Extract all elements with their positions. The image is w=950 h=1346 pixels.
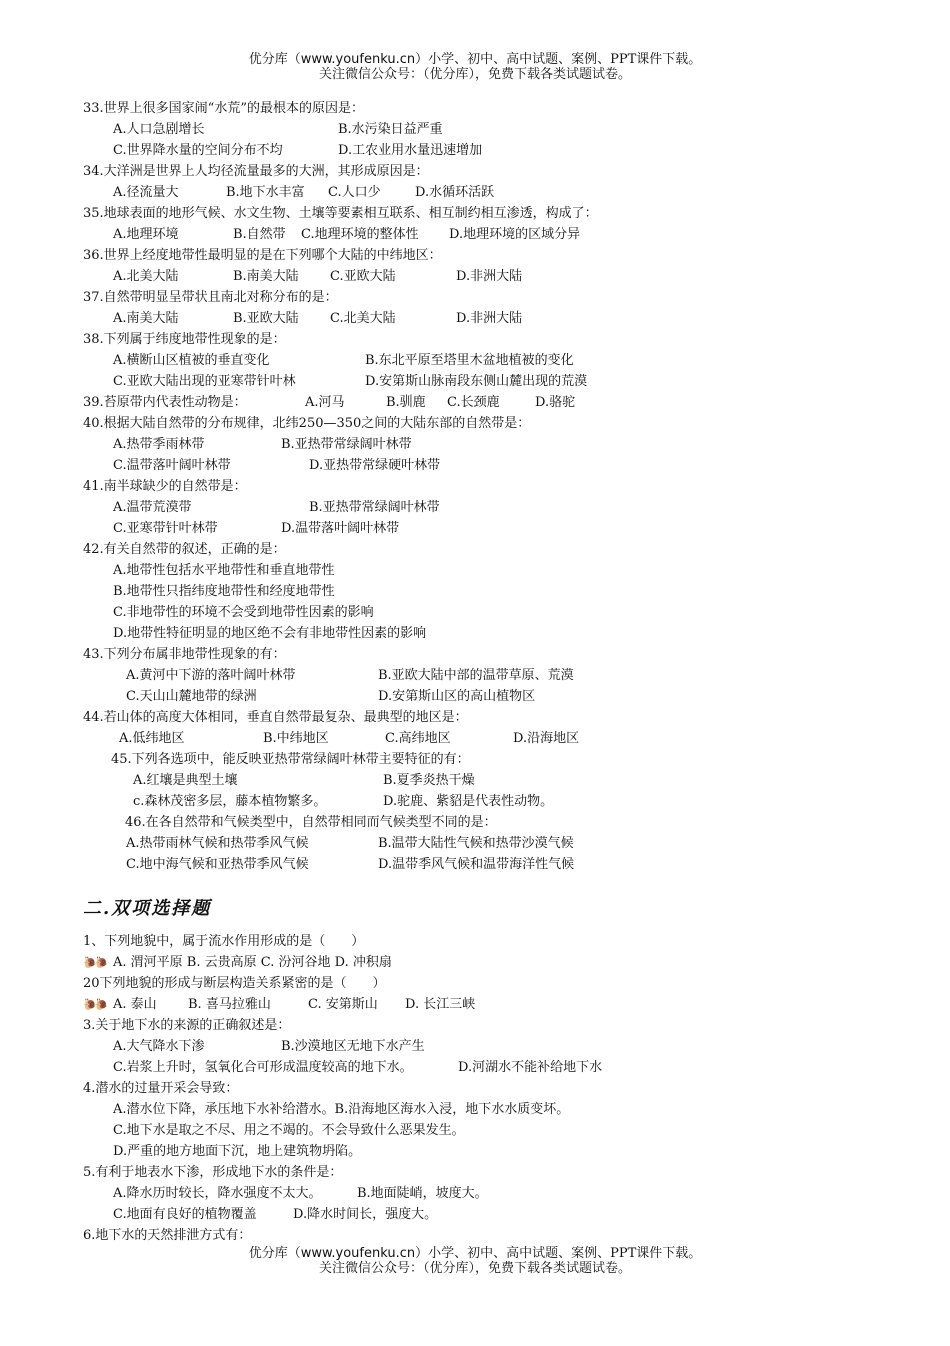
option-text: C.高纬地区 [385, 731, 451, 746]
option-text: D.地带性特征明显的地区绝不会有非地带性因素的影响 [113, 626, 427, 641]
option-text: B.沙漠地区无地下水产生 [281, 1039, 425, 1054]
question-row [83, 931, 933, 952]
option-text: C.地下水是取之不尽、用之不竭的。不会导致什么恶果发生。 [113, 1123, 465, 1138]
question-row [83, 245, 933, 266]
option-text: D.河湖水不能补给地下水 [458, 1060, 603, 1075]
option-text: A.河马 [305, 395, 345, 410]
page-header [0, 52, 950, 82]
option-text: C.亚寒带针叶林带 [113, 521, 218, 536]
option-row [83, 770, 933, 791]
option-text: B.温带大陆性气候和热带沙漠气候 [378, 836, 574, 851]
option-text: D.水循环活跃 [415, 185, 495, 200]
option-row [83, 560, 933, 581]
option-text: D.工农业用水量迅速增加 [338, 143, 483, 158]
option-text: B.亚欧大陆 [233, 311, 299, 326]
question-text: 6.地下水的天然排泄方式有： [83, 1228, 252, 1243]
option-text: D.沿海地区 [513, 731, 580, 746]
question-text: 4.潜水的过量开采会导致： [83, 1081, 239, 1096]
option-text: D.非洲大陆 [456, 269, 523, 284]
option-row [83, 182, 933, 203]
option-text: D.非洲大陆 [456, 311, 523, 326]
option-text: C.长颈鹿 [447, 395, 500, 410]
option-text: C.地理环境的整体性 [301, 227, 419, 242]
question-text: 34.大洋洲是世界上人均径流量最多的大洲，其形成原因是： [83, 164, 429, 179]
option-text: B.地面陡峭，坡度大。 [357, 1186, 488, 1201]
option-row [83, 581, 933, 602]
header-url[interactable]: www.youfenku.cn [300, 52, 416, 67]
question-text: 3.关于地下水的来源的正确叙述是： [83, 1018, 291, 1033]
header-text-post: ）小学、初中、高中试题、案例、PPT课件下载。 [415, 52, 702, 67]
option-text: A.温带荒漠带 [113, 500, 192, 515]
question-row [83, 1225, 933, 1246]
option-text: B.地带性只指纬度地带性和经度地带性 [113, 584, 335, 599]
option-text: C.温带落叶阔叶林带 [113, 458, 231, 473]
option-row [83, 350, 933, 371]
option-text: A.南美大陆 [113, 311, 179, 326]
option-text: A.降水历时较长，降水强度不太大。 [113, 1186, 322, 1201]
option-row [83, 140, 933, 161]
option-text: A.径流量大 [113, 185, 179, 200]
option-text: C.非地带性的环境不会受到地带性因素的影响 [113, 605, 374, 620]
question-row [83, 644, 933, 665]
option-row [83, 623, 933, 644]
option-row [83, 1120, 933, 1141]
option-text: D. 长江三峡 [405, 997, 476, 1012]
option-text: D.降水时间长，强度大。 [293, 1207, 438, 1222]
footer-line-2: 关注微信公众号：（优分库），免费下载各类试题试卷。 [318, 1261, 631, 1276]
question-text: 33.世界上很多国家闹“水荒”的最根本的原因是： [83, 101, 364, 116]
option-row [83, 434, 933, 455]
option-text: A.人口急剧增长 [113, 122, 205, 137]
option-text: A.地带性包括水平地带性和垂直地带性 [113, 563, 335, 578]
question-row [83, 973, 933, 994]
option-row [83, 952, 933, 973]
option-text: C.天山山麓地带的绿洲 [126, 689, 257, 704]
double-choice-section [83, 931, 933, 1246]
question-row [83, 203, 933, 224]
header-line-2: 关注微信公众号：（优分库），免费下载各类试题试卷。 [318, 67, 631, 82]
question-row [83, 413, 933, 434]
question-text: 41.南半球缺少的自然带是： [83, 479, 247, 494]
option-row [83, 1057, 933, 1078]
option-text: B.亚热带常绿阔叶林带 [281, 437, 412, 452]
option-row [83, 602, 933, 623]
option-text: C.人口少 [328, 185, 381, 200]
option-row [83, 1141, 933, 1162]
footer-url[interactable]: www.youfenku.cn [300, 1246, 416, 1261]
option-text: A. 渭河平原 B. 云贵高原 C. 汾河谷地 D. 冲积扇 [113, 955, 392, 970]
option-row [83, 665, 933, 686]
question-row [83, 98, 933, 119]
option-text: A.热带季雨林带 [113, 437, 205, 452]
option-text: B.南美大陆 [233, 269, 299, 284]
option-text: B. 喜马拉雅山 [188, 997, 271, 1012]
option-row [83, 1183, 933, 1204]
snail-icon: 🐌🐌 [83, 956, 107, 969]
option-row [83, 1036, 933, 1057]
option-text: A.热带雨林气候和热带季风气候 [126, 836, 309, 851]
option-text: D.安第斯山区的高山植物区 [378, 689, 536, 704]
question-text: 38.下列属于纬度地带性现象的是： [83, 332, 286, 347]
footer-line-1 [0, 1246, 950, 1261]
header-line-1 [0, 52, 950, 67]
option-text: D.严重的地方地面下沉，地上建筑物坍陷。 [113, 1144, 362, 1159]
option-text: C.世界降水量的空间分布不均 [113, 143, 283, 158]
option-row [83, 308, 933, 329]
section-title-double-choice: 二.双项选择题 [83, 898, 212, 919]
option-row [83, 1204, 933, 1225]
question-row [83, 749, 933, 770]
option-text: B.驯鹿 [386, 395, 426, 410]
option-row [83, 455, 933, 476]
option-text: B.地下水丰富 [226, 185, 305, 200]
option-text: A.大气降水下渗 [113, 1039, 205, 1054]
header-text-pre: 优分库（ [248, 52, 301, 67]
option-row [83, 119, 933, 140]
question-text: 20下列地貌的形成与断层构造关系紧密的是（ ） [83, 976, 386, 991]
option-row [83, 224, 933, 245]
question-text: 42.有关自然带的叙述，正确的是： [83, 542, 286, 557]
option-row [83, 518, 933, 539]
option-text: A.红壤是典型土壤 [133, 773, 238, 788]
question-row [83, 161, 933, 182]
question-row [83, 707, 933, 728]
question-row [83, 812, 933, 833]
question-row [83, 1078, 933, 1099]
option-row [83, 791, 933, 812]
option-row [83, 371, 933, 392]
option-text: B.东北平原至塔里木盆地植被的变化 [365, 353, 574, 368]
footer-text-pre: 优分库（ [248, 1246, 301, 1261]
question-text: 37.自然带明显呈带状且南北对称分布的是： [83, 290, 338, 305]
option-text: A.地理环境 [113, 227, 179, 242]
question-row [83, 287, 933, 308]
option-row [83, 833, 933, 854]
option-text: D.地理环境的区域分异 [449, 227, 581, 242]
option-text: A.潜水位下降，承压地下水补给潜水。B.沿海地区海水入浸，地下水水质变坏。 [113, 1102, 570, 1117]
option-row [83, 266, 933, 287]
question-row [83, 539, 933, 560]
option-text: D.亚热带常绿硬叶林带 [309, 458, 441, 473]
option-text: c.森林茂密多层，藤本植物繁多。 [133, 794, 327, 809]
snail-icon: 🐌🐌 [83, 998, 107, 1011]
option-text: C.北美大陆 [330, 311, 396, 326]
question-text: 1、下列地貌中，属于流水作用形成的是（ ） [83, 934, 365, 949]
question-row [83, 1015, 933, 1036]
option-text: B.亚欧大陆中部的温带草原、荒漠 [378, 668, 574, 683]
single-choice-section [83, 98, 933, 875]
question-row [83, 392, 933, 413]
question-row [83, 329, 933, 350]
option-text: A.低纬地区 [119, 731, 185, 746]
option-row [83, 497, 933, 518]
option-text: A. 泰山 [113, 997, 157, 1012]
document-body [83, 98, 933, 1246]
question-text: 5.有利于地表水下渗，形成地下水的条件是： [83, 1165, 343, 1180]
question-text: 44.若山体的高度大体相同，垂直自然带最复杂、最典型的地区是： [83, 710, 468, 725]
option-text: A.北美大陆 [113, 269, 179, 284]
option-text: B.水污染日益严重 [338, 122, 443, 137]
option-text: D.骆驼 [535, 395, 576, 410]
question-row [83, 1162, 933, 1183]
option-text: B.自然带 [233, 227, 286, 242]
option-row [83, 854, 933, 875]
question-text: 35.地球表面的地形气候、水文生物、土壤等要素相互联系、相互制约相互渗透，构成了： [83, 206, 598, 221]
option-text: B.亚热带常绿阔叶林带 [309, 500, 440, 515]
option-text: D.温带季风气候和温带海洋性气候 [378, 857, 575, 872]
option-row [83, 728, 933, 749]
option-row [83, 686, 933, 707]
option-row [83, 1099, 933, 1120]
footer-text-post: ）小学、初中、高中试题、案例、PPT课件下载。 [415, 1246, 702, 1261]
option-row [83, 994, 933, 1015]
option-text: C.岩浆上升时，氢氧化合可形成温度较高的地下水。 [113, 1060, 413, 1075]
option-text: D.温带落叶阔叶林带 [281, 521, 400, 536]
question-text: 39.苔原带内代表性动物是： [83, 395, 247, 410]
page-footer [0, 1246, 950, 1276]
question-row [83, 476, 933, 497]
question-text: 36.世界上经度地带性最明显的是在下列哪个大陆的中纬地区： [83, 248, 442, 263]
option-text: C.地中海气候和亚热带季风气候 [126, 857, 309, 872]
option-text: C.亚欧大陆出现的亚寒带针叶林 [113, 374, 296, 389]
option-text: B.夏季炎热干燥 [383, 773, 475, 788]
option-text: D.安第斯山脉南段东侧山麓出现的荒漠 [365, 374, 588, 389]
question-text: 45.下列各选项中，能反映亚热带常绿阔叶林带主要特征的有： [111, 752, 470, 767]
option-text: A.横断山区植被的垂直变化 [113, 353, 270, 368]
question-text: 46.在各自然带和气候类型中，自然带相同而气候类型不同的是： [125, 815, 497, 830]
option-text: A.黄河中下游的落叶阔叶林带 [126, 668, 296, 683]
question-text: 43.下列分布属非地带性现象的有： [83, 647, 286, 662]
option-text: C.亚欧大陆 [330, 269, 396, 284]
option-text: B.中纬地区 [263, 731, 329, 746]
question-text: 40.根据大陆自然带的分布规律，北纬250—350之间的大陆东部的自然带是： [83, 416, 531, 431]
option-text: D.驼鹿、紫貂是代表性动物。 [383, 794, 554, 809]
option-text: C.地面有良好的植物覆盖 [113, 1207, 257, 1222]
option-text: C. 安第斯山 [308, 997, 378, 1012]
section-gap [83, 875, 933, 887]
